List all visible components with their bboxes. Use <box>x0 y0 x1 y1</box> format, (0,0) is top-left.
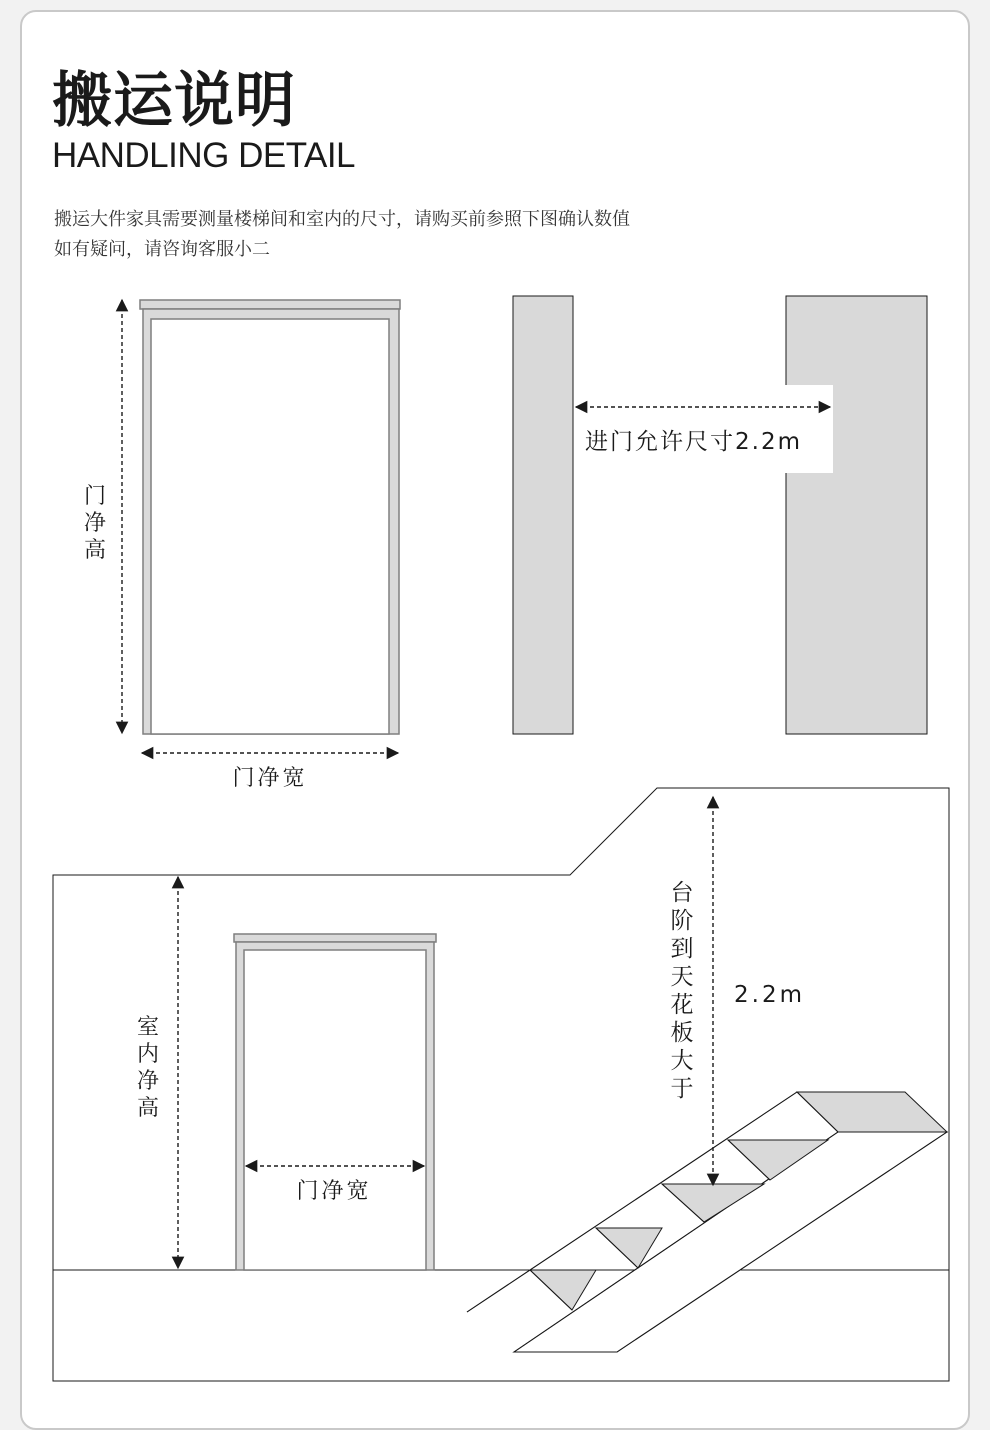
door-width-label: 门净宽 <box>232 766 308 791</box>
inner-door-opening <box>244 950 426 1270</box>
stair-label-3: 到 <box>670 936 694 962</box>
door-diagram <box>84 300 400 791</box>
page-subtitle: HANDLING DETAIL <box>52 136 356 175</box>
stair-label-5: 花 <box>670 992 694 1018</box>
stair-value-label: 2.2m <box>734 982 805 1008</box>
page-title: 搬运说明 <box>52 66 296 136</box>
inner-door-lintel <box>234 934 436 942</box>
room-height-label-1: 室 <box>136 1015 160 1040</box>
stair-label-6: 板 <box>670 1020 694 1046</box>
passage-diagram <box>513 296 927 734</box>
door-opening <box>151 319 389 734</box>
door-height-label-3: 高 <box>83 538 107 563</box>
door-height-label-1: 门 <box>83 484 107 509</box>
wall-right <box>786 296 927 734</box>
inner-door-width-label: 门净宽 <box>296 1179 372 1204</box>
stair-label-1: 台 <box>670 880 694 906</box>
description-line-1: 搬运大件家具需要测量楼梯间和室内的尺寸，请购买前参照下图确认数值 <box>54 209 630 230</box>
wall-left <box>513 296 573 734</box>
door-lintel <box>140 300 400 309</box>
stair-label-2: 阶 <box>670 908 694 934</box>
stair-label-8: 于 <box>670 1076 694 1102</box>
room-height-label-2: 内 <box>136 1042 160 1067</box>
description-line-2: 如有疑问，请咨询客服小二 <box>54 239 270 260</box>
room-height-label-4: 高 <box>136 1096 160 1121</box>
room-height-label-3: 净 <box>136 1069 160 1094</box>
stair-label-7: 大 <box>670 1048 694 1074</box>
stair-label-4: 天 <box>670 964 694 990</box>
room-diagram <box>53 788 949 1381</box>
passage-label: 进门允许尺寸2.2m <box>585 429 802 455</box>
door-height-label-2: 净 <box>83 511 107 536</box>
